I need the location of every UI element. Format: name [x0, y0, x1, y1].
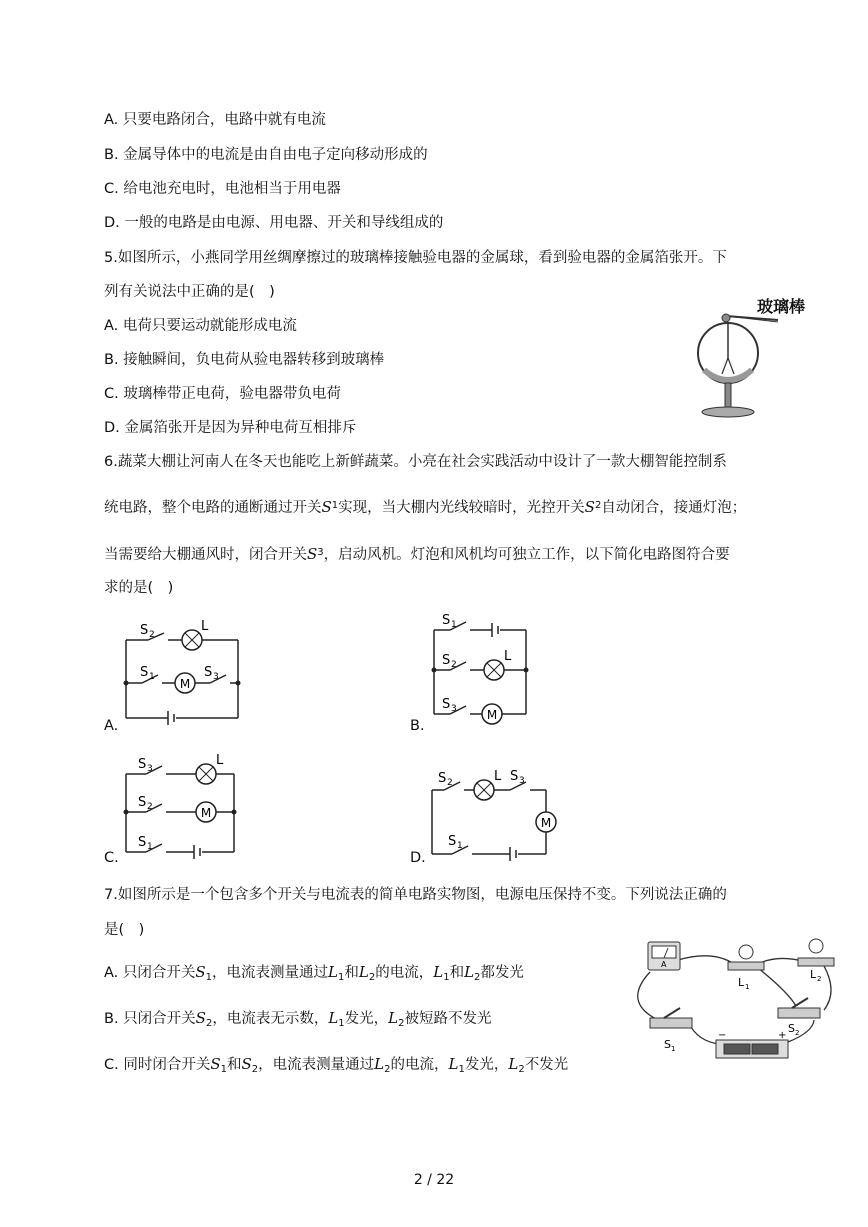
circuit-a	[118, 615, 248, 725]
svg-text:S: S	[138, 757, 147, 772]
q6-stem-line2: 统电路，整个电路的通断通过开关$S^1$实现，当大棚内光线较暗时，光控开关$S^2$自动闭合，接通灯泡；	[104, 498, 747, 516]
q5-option-a: A. 电荷只要运动就能形成电流	[104, 318, 297, 334]
svg-text:1: 1	[147, 842, 153, 852]
svg-text:S: S	[510, 769, 519, 784]
svg-text:2: 2	[451, 660, 457, 670]
svg-text:3: 3	[519, 776, 525, 786]
svg-text:L: L	[216, 753, 224, 768]
lamp-l1-base	[728, 962, 764, 970]
physical-circuit-figure	[628, 932, 840, 1072]
svg-text:M: M	[486, 708, 498, 722]
svg-text:3: 3	[147, 764, 153, 774]
q6-option-a-label: A.	[104, 718, 119, 734]
svg-text:S: S	[438, 771, 447, 786]
q5-stem-line1: 5.如图所示，小燕同学用丝绸摩擦过的玻璃棒接触验电器的金属球，看到验电器的金属箔张开。下	[104, 250, 727, 266]
q7-stem-line2: 是( )	[104, 922, 145, 938]
switch-s2-icon	[778, 1008, 820, 1018]
q6-option-b-label: B.	[410, 718, 425, 734]
q5-option-b: B. 接触瞬间，负电荷从验电器转移到玻璃棒	[104, 352, 385, 368]
svg-text:S: S	[442, 613, 451, 628]
q7-option-b: B. 只闭合开关$S_2$，电流表无示数，$L_1$发光，$L_2$被短路不发光	[104, 1009, 492, 1029]
q6-stem-line1: 6.蔬菜大棚让河南人在冬天也能吃上新鲜蔬菜。小亮在社会实践活动中设计了一款大棚智能控制系	[104, 454, 727, 470]
svg-text:S: S	[140, 623, 149, 638]
svg-text:2: 2	[149, 630, 155, 640]
svg-text:+: +	[778, 1030, 787, 1041]
svg-text:M: M	[540, 816, 552, 830]
svg-text:2: 2	[447, 778, 453, 788]
q4-option-c: C. 给电池充电时，电池相当于用电器	[104, 181, 341, 197]
svg-text:L: L	[494, 769, 502, 784]
svg-text:S: S	[788, 1022, 795, 1035]
svg-text:S: S	[138, 835, 147, 850]
svg-text:S: S	[442, 653, 451, 668]
electroscope-figure	[690, 290, 820, 425]
svg-text:L: L	[504, 649, 512, 664]
bulb-l2-icon	[809, 939, 823, 953]
circuit-b	[426, 608, 536, 728]
q6-stem-line3: 当需要给大棚通风时，闭合开关$S^3$，启动风机。灯泡和风机均可独立工作，以下简化电路图符合要	[104, 545, 730, 563]
svg-text:3: 3	[451, 704, 457, 714]
svg-text:S: S	[448, 834, 457, 849]
q6-option-d-label: D.	[410, 850, 426, 866]
q7-option-a: A. 只闭合开关$S_1$，电流表测量通过$L_1$和$L_2$的电流，$L_1$和$L_2$都发光	[104, 963, 524, 983]
svg-text:S: S	[664, 1038, 671, 1051]
svg-text:1: 1	[149, 672, 155, 682]
q5-option-c: C. 玻璃棒带正电荷，验电器带负电荷	[104, 386, 341, 402]
svg-text:1: 1	[457, 841, 463, 851]
svg-text:1: 1	[451, 620, 457, 630]
svg-text:L: L	[738, 976, 745, 989]
svg-text:2: 2	[795, 1029, 800, 1037]
svg-text:S: S	[442, 697, 451, 712]
q7-stem-line1: 7.如图所示是一个包含多个开关与电流表的简单电路实物图，电源电压保持不变。下列说法正确的	[104, 887, 727, 903]
q4-option-b: B. 金属导体中的电流是由自由电子定向移动形成的	[104, 147, 428, 163]
q6-stem-line4: 求的是( )	[104, 580, 174, 596]
svg-text:S: S	[138, 795, 147, 810]
q4-option-d: D. 一般的电路是由电源、用电器、开关和导线组成的	[104, 215, 444, 231]
circuit-c	[118, 748, 248, 860]
svg-text:3: 3	[213, 672, 219, 682]
page-number: 2 / 22	[413, 1172, 455, 1188]
svg-text:2: 2	[817, 975, 822, 983]
svg-text:A: A	[661, 960, 667, 969]
q5-option-d: D. 金属箔张开是因为异种电荷互相排斥	[104, 420, 357, 436]
svg-text:L: L	[810, 968, 817, 981]
metal-ball	[722, 314, 730, 322]
switch-s1-icon	[650, 1018, 692, 1028]
svg-text:M: M	[200, 806, 212, 820]
q6-option-c-label: C.	[104, 850, 119, 866]
circuit-d	[424, 762, 559, 862]
svg-text:M: M	[179, 677, 191, 691]
svg-text:L: L	[201, 619, 209, 634]
svg-text:−: −	[718, 1030, 727, 1041]
svg-text:S: S	[204, 665, 213, 680]
bulb-l1-icon	[739, 945, 753, 959]
svg-text:S: S	[140, 665, 149, 680]
lamp-l2-base	[798, 958, 834, 966]
glass-rod-label: 玻璃棒	[757, 297, 806, 316]
q7-option-c: C. 同时闭合开关$S_1$和$S_2$，电流表测量通过$L_2$的电流，$L_1$发光，$L_2$不发光	[104, 1055, 569, 1075]
svg-text:1: 1	[745, 983, 750, 991]
q5-stem-line2: 列有关说法中正确的是( )	[104, 284, 275, 300]
q4-option-a: A. 只要电路闭合，电路中就有电流	[104, 112, 326, 128]
svg-text:1: 1	[671, 1045, 676, 1053]
svg-text:2: 2	[147, 802, 153, 812]
